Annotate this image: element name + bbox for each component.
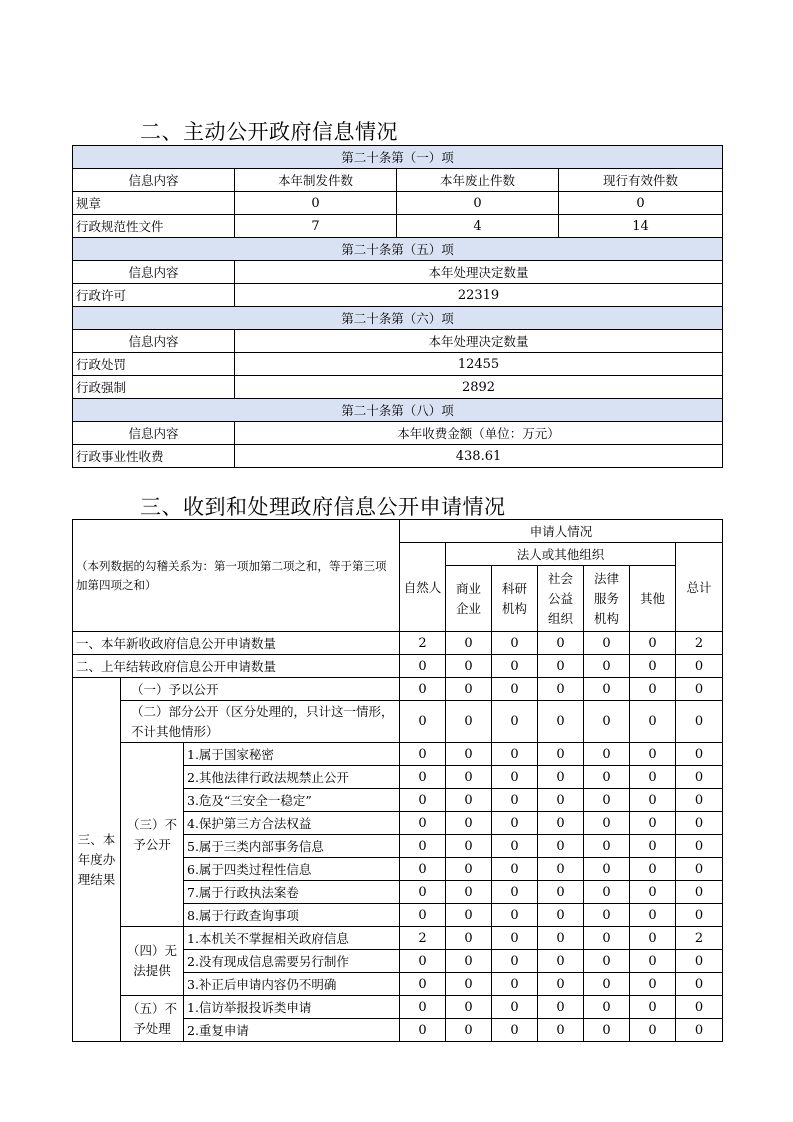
row-label: 行政强制 xyxy=(73,376,235,399)
cell-value: 0 xyxy=(492,789,538,812)
cell-value: 0 xyxy=(492,858,538,881)
application-table xyxy=(72,519,723,1042)
cell-value: 0 xyxy=(630,973,676,996)
cell-value: 0 xyxy=(630,881,676,904)
cell-value: 0 xyxy=(630,632,676,655)
cell-value: 0 xyxy=(584,678,630,701)
cell-value: 4 xyxy=(397,215,559,238)
cell-value: 0 xyxy=(446,678,492,701)
note-cell: （本列数据的勾稽关系为：第一项加第二项之和，等于第三项加第四项之和） xyxy=(73,520,400,632)
row-label: 行政许可 xyxy=(73,284,235,307)
cell-value: 0 xyxy=(400,835,446,858)
group-label: 三、本年度办理结果 xyxy=(73,678,121,1042)
cell-value: 0 xyxy=(538,1019,584,1042)
column-header: 本年收费金额（单位：万元） xyxy=(235,422,723,445)
cell-value: 0 xyxy=(630,743,676,766)
row-label: 行政规范性文件 xyxy=(73,215,235,238)
cell-value: 0 xyxy=(446,701,492,743)
cell-value: 0 xyxy=(538,701,584,743)
cell-value: 0 xyxy=(676,881,723,904)
cell-value: 0 xyxy=(676,655,723,678)
cell-value: 0 xyxy=(538,904,584,927)
cell-value: 0 xyxy=(584,835,630,858)
cell-value: 0 xyxy=(400,655,446,678)
table-row xyxy=(73,655,723,678)
cell-value: 0 xyxy=(676,858,723,881)
cell-value: 0 xyxy=(584,812,630,835)
cell-value: 2 xyxy=(400,632,446,655)
cell-value: 0 xyxy=(630,858,676,881)
cell-value: 0 xyxy=(538,743,584,766)
cell-value: 0 xyxy=(492,904,538,927)
cell-value: 0 xyxy=(676,678,723,701)
cell-value: 0 xyxy=(446,655,492,678)
cell-value: 0 xyxy=(630,789,676,812)
cell-value: 0 xyxy=(446,835,492,858)
cell-value: 0 xyxy=(584,881,630,904)
cell-value: 0 xyxy=(538,927,584,950)
article-header: 第二十条第（八）项 xyxy=(73,399,723,422)
cell-value: 0 xyxy=(400,743,446,766)
cell-value: 0 xyxy=(630,996,676,1019)
cell-value: 0 xyxy=(676,996,723,1019)
cell-value: 0 xyxy=(538,973,584,996)
cell-value: 2 xyxy=(400,927,446,950)
cell-value: 0 xyxy=(235,192,397,215)
row-label: 1.本机关不掌握相关政府信息 xyxy=(184,927,400,950)
column-header: 信息内容 xyxy=(73,169,235,192)
cell-value: 0 xyxy=(538,678,584,701)
column-header: 自然人 xyxy=(400,543,446,632)
cell-value: 0 xyxy=(538,632,584,655)
cell-value: 2 xyxy=(676,632,723,655)
cell-value: 0 xyxy=(630,950,676,973)
article-header: 第二十条第（五）项 xyxy=(73,238,723,261)
column-header: 信息内容 xyxy=(73,330,235,353)
table-row xyxy=(73,743,723,766)
cell-value: 0 xyxy=(492,743,538,766)
cell-value: 0 xyxy=(492,835,538,858)
row-label: 2.其他法律行政法规禁止公开 xyxy=(184,766,400,789)
cell-value: 0 xyxy=(446,996,492,1019)
cell-value: 0 xyxy=(492,996,538,1019)
cell-value: 0 xyxy=(676,835,723,858)
cell-value: 0 xyxy=(400,789,446,812)
cell-value: 0 xyxy=(446,904,492,927)
cell-value: 0 xyxy=(538,789,584,812)
cell-value: 2892 xyxy=(235,376,723,399)
subgroup-label: （五）不予处理 xyxy=(121,996,184,1042)
cell-value: 0 xyxy=(538,655,584,678)
row-label: 2.没有现成信息需要另行制作 xyxy=(184,950,400,973)
section3-heading: 三、收到和处理政府信息公开申请情况 xyxy=(140,495,506,519)
cell-value: 0 xyxy=(584,927,630,950)
cell-value: 0 xyxy=(400,950,446,973)
legal-entity-header: 法人或其他组织 xyxy=(446,543,676,566)
cell-value: 0 xyxy=(400,904,446,927)
cell-value: 0 xyxy=(584,743,630,766)
cell-value: 0 xyxy=(400,812,446,835)
subgroup-label: （四）无法提供 xyxy=(121,927,184,996)
column-header: 商业企业 xyxy=(446,566,492,632)
cell-value: 0 xyxy=(446,950,492,973)
cell-value: 0 xyxy=(400,766,446,789)
cell-value: 0 xyxy=(630,655,676,678)
table-row xyxy=(73,927,723,950)
article-header: 第二十条第（六）项 xyxy=(73,307,723,330)
cell-value: 0 xyxy=(630,701,676,743)
cell-value: 22319 xyxy=(235,284,723,307)
cell-value: 0 xyxy=(584,632,630,655)
column-header: 其他 xyxy=(630,566,676,632)
cell-value: 0 xyxy=(538,835,584,858)
table-row xyxy=(73,192,723,215)
table-row xyxy=(73,284,723,307)
cell-value: 0 xyxy=(400,1019,446,1042)
cell-value: 0 xyxy=(584,904,630,927)
cell-value: 0 xyxy=(584,655,630,678)
row-label: 行政处罚 xyxy=(73,353,235,376)
column-header: 社会公益组织 xyxy=(538,566,584,632)
cell-value: 0 xyxy=(492,1019,538,1042)
cell-value: 0 xyxy=(630,904,676,927)
cell-value: 0 xyxy=(676,701,723,743)
column-header: 本年处理决定数量 xyxy=(235,261,723,284)
row-label: 一、本年新收政府信息公开申请数量 xyxy=(73,632,400,655)
cell-value: 0 xyxy=(584,950,630,973)
cell-value: 0 xyxy=(400,881,446,904)
table-row xyxy=(73,215,723,238)
cell-value: 2 xyxy=(676,927,723,950)
cell-value: 0 xyxy=(400,973,446,996)
cell-value: 0 xyxy=(446,1019,492,1042)
table-row xyxy=(73,376,723,399)
cell-value: 0 xyxy=(630,1019,676,1042)
column-header: 科研机构 xyxy=(492,566,538,632)
cell-value: 0 xyxy=(676,812,723,835)
cell-value: 12455 xyxy=(235,353,723,376)
cell-value: 0 xyxy=(676,950,723,973)
cell-value: 438.61 xyxy=(235,445,723,468)
table-row xyxy=(73,632,723,655)
cell-value: 0 xyxy=(492,701,538,743)
cell-value: 0 xyxy=(492,881,538,904)
column-header: 本年处理决定数量 xyxy=(235,330,723,353)
cell-value: 0 xyxy=(676,789,723,812)
row-label: 1.属于国家秘密 xyxy=(184,743,400,766)
cell-value: 0 xyxy=(492,632,538,655)
cell-value: 0 xyxy=(400,858,446,881)
cell-value: 14 xyxy=(559,215,723,238)
cell-value: 0 xyxy=(538,766,584,789)
cell-value: 0 xyxy=(630,927,676,950)
row-label: 4.保护第三方合法权益 xyxy=(184,812,400,835)
column-header: 信息内容 xyxy=(73,261,235,284)
cell-value: 0 xyxy=(538,996,584,1019)
article-header: 第二十条第（一）项 xyxy=(73,146,723,169)
column-header: 本年制发件数 xyxy=(235,169,397,192)
cell-value: 0 xyxy=(446,973,492,996)
cell-value: 0 xyxy=(492,766,538,789)
cell-value: 0 xyxy=(584,1019,630,1042)
cell-value: 0 xyxy=(538,950,584,973)
table-row xyxy=(73,445,723,468)
row-label: 规章 xyxy=(73,192,235,215)
cell-value: 0 xyxy=(538,858,584,881)
cell-value: 0 xyxy=(446,927,492,950)
cell-value: 0 xyxy=(676,904,723,927)
cell-value: 0 xyxy=(397,192,559,215)
cell-value: 0 xyxy=(446,881,492,904)
row-label: 3.危及“三安全一稳定” xyxy=(184,789,400,812)
cell-value: 0 xyxy=(584,701,630,743)
cell-value: 0 xyxy=(630,835,676,858)
cell-value: 0 xyxy=(446,766,492,789)
row-label: 6.属于四类过程性信息 xyxy=(184,858,400,881)
cell-value: 0 xyxy=(446,858,492,881)
row-label: （一）予以公开 xyxy=(121,678,400,701)
row-label: 1.信访举报投诉类申请 xyxy=(184,996,400,1019)
cell-value: 0 xyxy=(584,858,630,881)
cell-value: 0 xyxy=(400,701,446,743)
subgroup-label: （三）不予公开 xyxy=(121,743,184,927)
column-header: 法律服务机构 xyxy=(584,566,630,632)
cell-value: 0 xyxy=(676,1019,723,1042)
cell-value: 0 xyxy=(492,950,538,973)
applicant-header: 申请人情况 xyxy=(400,520,723,543)
row-label: （二）部分公开（区分处理的，只计这一情形，不计其他情形） xyxy=(121,701,400,743)
row-label: 5.属于三类内部事务信息 xyxy=(184,835,400,858)
cell-value: 0 xyxy=(559,192,723,215)
column-header: 本年废止件数 xyxy=(397,169,559,192)
row-label: 8.属于行政查询事项 xyxy=(184,904,400,927)
table-row xyxy=(73,678,723,701)
row-label: 行政事业性收费 xyxy=(73,445,235,468)
cell-value: 0 xyxy=(400,678,446,701)
cell-value: 0 xyxy=(492,678,538,701)
table-row xyxy=(73,996,723,1019)
cell-value: 7 xyxy=(235,215,397,238)
column-header: 总计 xyxy=(676,543,723,632)
cell-value: 0 xyxy=(492,927,538,950)
table-row xyxy=(73,701,723,743)
cell-value: 0 xyxy=(584,996,630,1019)
cell-value: 0 xyxy=(446,632,492,655)
cell-value: 0 xyxy=(630,766,676,789)
column-header: 信息内容 xyxy=(73,422,235,445)
column-header: 现行有效件数 xyxy=(559,169,723,192)
cell-value: 0 xyxy=(584,766,630,789)
cell-value: 0 xyxy=(538,881,584,904)
table-row xyxy=(73,353,723,376)
cell-value: 0 xyxy=(446,743,492,766)
cell-value: 0 xyxy=(584,789,630,812)
cell-value: 0 xyxy=(492,973,538,996)
cell-value: 0 xyxy=(446,812,492,835)
proactive-disclosure-table xyxy=(72,145,723,468)
cell-value: 0 xyxy=(676,973,723,996)
row-label: 二、上年结转政府信息公开申请数量 xyxy=(73,655,400,678)
cell-value: 0 xyxy=(676,766,723,789)
row-label: 2.重复申请 xyxy=(184,1019,400,1042)
cell-value: 0 xyxy=(492,812,538,835)
cell-value: 0 xyxy=(630,678,676,701)
row-label: 3.补正后申请内容仍不明确 xyxy=(184,973,400,996)
cell-value: 0 xyxy=(446,789,492,812)
cell-value: 0 xyxy=(538,812,584,835)
cell-value: 0 xyxy=(630,812,676,835)
cell-value: 0 xyxy=(676,743,723,766)
cell-value: 0 xyxy=(584,973,630,996)
cell-value: 0 xyxy=(400,996,446,1019)
row-label: 7.属于行政执法案卷 xyxy=(184,881,400,904)
section2-heading: 二、主动公开政府信息情况 xyxy=(140,120,398,144)
cell-value: 0 xyxy=(492,655,538,678)
